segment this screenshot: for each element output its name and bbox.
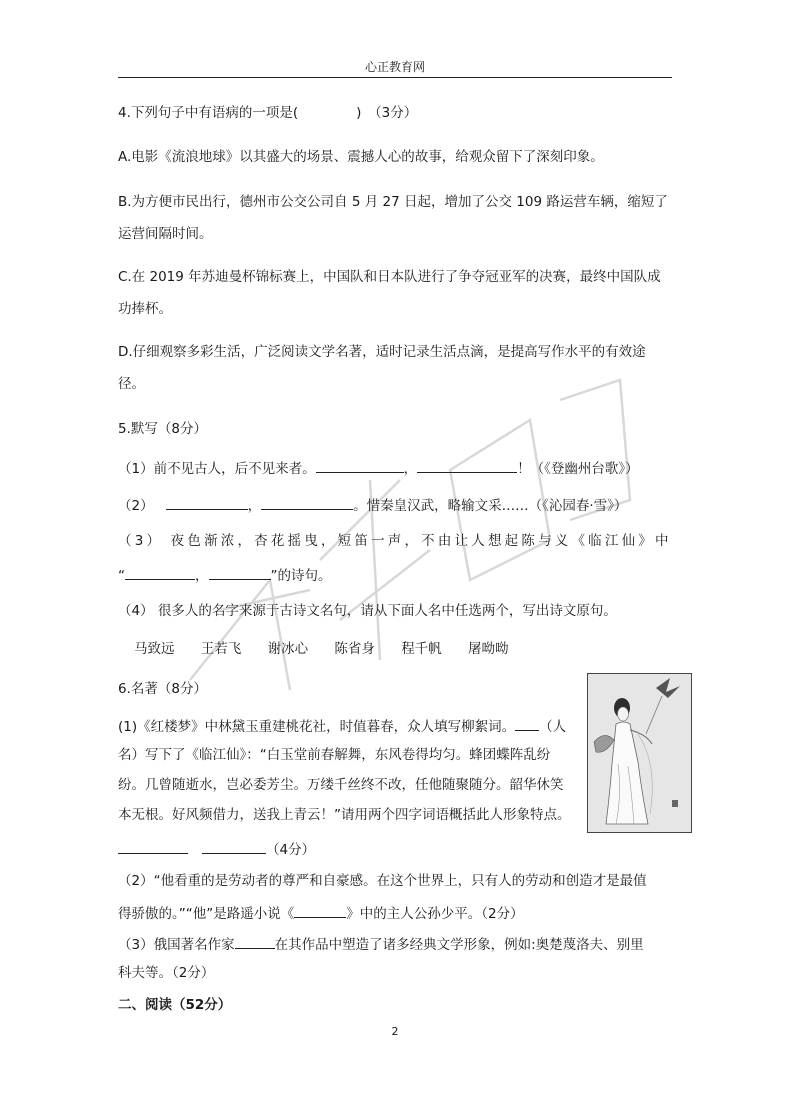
q4-option-a: A.电影《流浪地球》以其盛大的场景、震撼人心的故事，给观众留下了深刻印象。 xyxy=(118,149,604,165)
q6-blank-author[interactable] xyxy=(235,934,275,949)
section-2-title: 二、阅读（52分） xyxy=(118,997,232,1013)
q5-blank-5[interactable] xyxy=(125,565,195,580)
q4-option-b-line2: 运营间隔时间。 xyxy=(118,226,213,242)
q4-stem: 4.下列句子中有语病的一项是( ) （3分） xyxy=(118,105,418,121)
page-number: 2 xyxy=(391,1025,399,1038)
q5-item-3-line2: “ ， ”的诗句。 xyxy=(118,565,332,585)
lin-daiyu-illustration xyxy=(588,674,691,832)
name-item: 马致远 xyxy=(134,641,175,657)
q5-item-1: （1）前不见古人，后不见来者。 ， ！（《登幽州台歌》） xyxy=(118,458,639,478)
illustration-image xyxy=(587,673,692,833)
q5-blank-3[interactable] xyxy=(166,495,248,510)
q6-p2-line2: 得骄傲的。”“他”是路遥小说《 》中的主人公孙少平。（2分） xyxy=(118,903,524,923)
q6-blank-trait-2[interactable] xyxy=(202,839,266,854)
q5-item-2: （2） ， 。惜秦皇汉武，略输文采……（《沁园春·雪》） xyxy=(118,495,627,515)
q6-p1-line3: 纷。几曾随逝水，岂必委芳尘。万缕千丝终不改，任他随聚随分。韶华休笑 xyxy=(118,777,564,793)
q6-title: 6.名著（8分） xyxy=(118,681,207,697)
q6-blank-name[interactable] xyxy=(515,716,539,731)
q6-blank-novel[interactable] xyxy=(294,903,346,918)
name-item: 王若飞 xyxy=(200,641,242,657)
name-item: 谢冰心 xyxy=(267,641,309,657)
q6-p1-line4: 本无根。好风频借力，送我上青云！”请用两个四字词语概括此人形象特点。 xyxy=(118,807,571,823)
q5-blank-2[interactable] xyxy=(417,458,517,473)
q5-item-4: （4） 很多人的名字来源于古诗文名句，请从下面人名中任选两个，写出诗文原句。 xyxy=(118,603,617,619)
name-item: 陈省身 xyxy=(334,641,375,657)
q4-option-c-line2: 功捧杯。 xyxy=(118,301,172,317)
q4-option-b-line1: B.为方便市民出行，德州市公交公司自 5 月 27 日起，增加了公交 109 路运营车辆，缩短了 xyxy=(118,194,668,210)
q5-title: 5.默写（8分） xyxy=(118,421,207,437)
q6-p1-line5: （4分） xyxy=(118,839,315,859)
page-header: 心正教育网 xyxy=(364,60,425,74)
q6-p1-line1: (1)《红楼梦》中林黛玉重建桃花社，时值暮春，众人填写柳絮词。 （人 xyxy=(118,716,566,736)
q6-p3-line2: 科夫等。（2分） xyxy=(118,965,215,981)
q5-item-3-line1: （3） 夜色渐浓，杏花摇曳，短笛一声，不由让人想起陈与义《临江仙》中 xyxy=(118,533,672,549)
q4-option-c-line1: C.在 2019 年苏迪曼杯锦标赛上，中国队和日本队进行了争夺冠亚军的决赛，最终中国队成 xyxy=(118,269,661,285)
q6-p1-line2: 名）写下了《临江仙》：“白玉堂前春解舞，东风卷得均匀。蜂团蝶阵乱纷 xyxy=(118,747,551,763)
q5-name-list xyxy=(134,640,530,658)
q5-blank-4[interactable] xyxy=(261,495,353,510)
q5-blank-6[interactable] xyxy=(209,565,271,580)
q6-p2-line1: （2）“他看重的是劳动者的尊严和自豪感。在这个世界上，只有人的劳动和创造才是最值 xyxy=(118,873,647,889)
q6-blank-trait-1[interactable] xyxy=(118,839,188,854)
q4-option-d-line2: 径。 xyxy=(118,376,145,392)
name-item: 屠呦呦 xyxy=(467,641,509,657)
q6-p3-line1: （3）俄国著名作家 在其作品中塑造了诸多经典文学形象，例如:奥楚蔑洛夫、别里 xyxy=(118,934,644,954)
name-item: 程千帆 xyxy=(401,641,442,657)
q5-blank-1[interactable] xyxy=(316,458,404,473)
q4-option-d-line1: D.仔细观察多彩生活，广泛阅读文学名著，适时记录生活点滴，是提高写作水平的有效途 xyxy=(118,344,646,360)
header-rule xyxy=(118,77,672,78)
